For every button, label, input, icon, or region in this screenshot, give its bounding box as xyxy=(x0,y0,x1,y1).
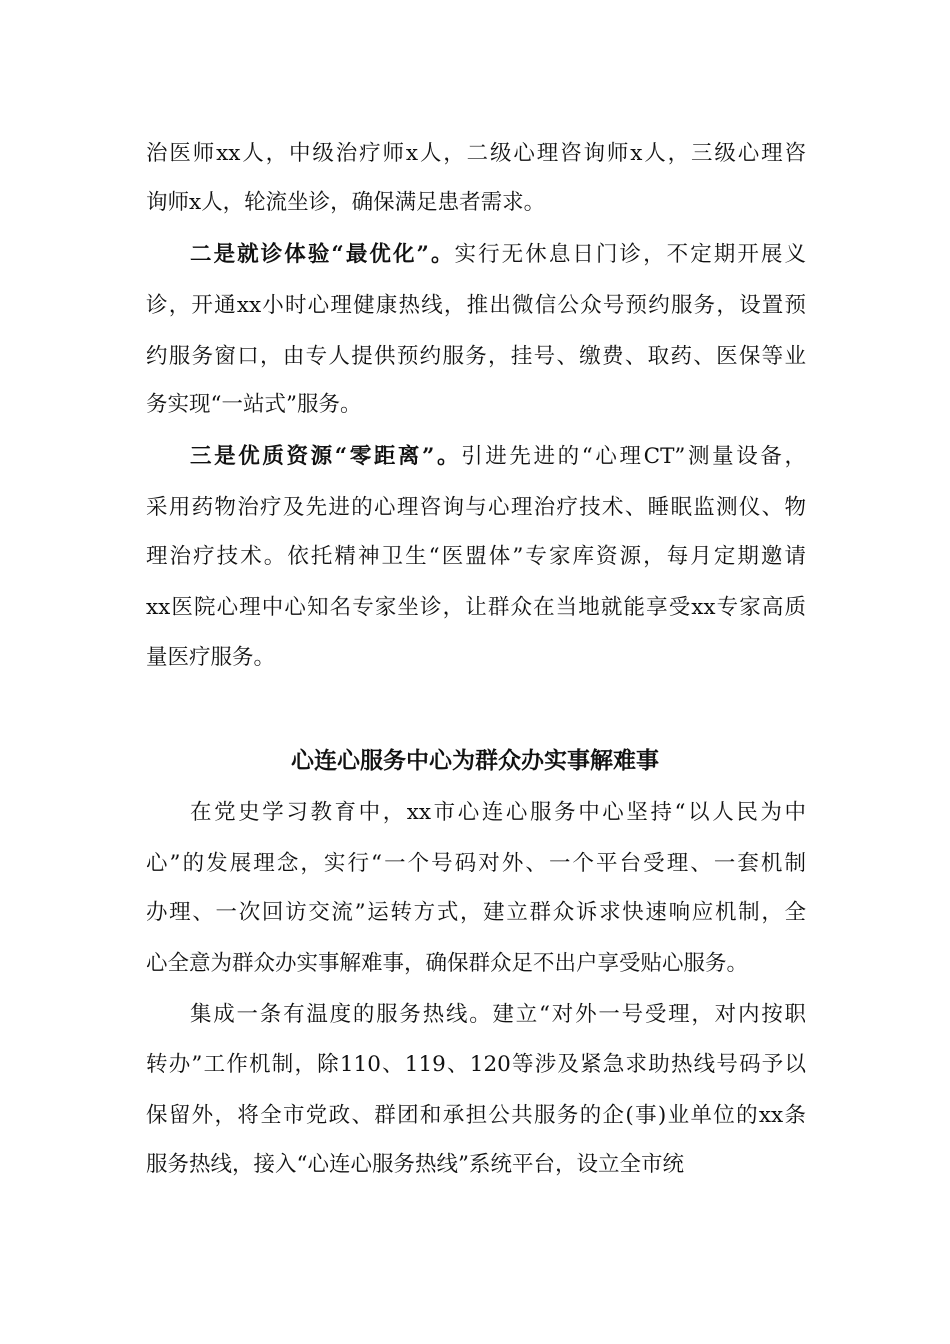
para3-line-2: 采用药物治疗及先进的心理咨询与心理治疗技术、睡眠监测仪、物 xyxy=(146,495,806,520)
para3-line-4: xx医院心理中心知名专家坐诊，让群众在当地就能享受xx专家高质 xyxy=(146,595,806,620)
para3-line-5: 量医疗服务。 xyxy=(146,645,276,670)
para2-line-2: 诊，开通xx小时心理健康热线，推出微信公众号预约服务，设置预 xyxy=(146,293,806,318)
para2-line-3: 约服务窗口，由专人提供预约服务，挂号、缴费、取药、医保等业 xyxy=(146,344,806,369)
para4-line-2: 心”的发展理念，实行“一个号码对外、一个平台受理、一套机制 xyxy=(146,851,806,876)
para2-line-1 xyxy=(190,240,806,270)
para3-heading: 三是优质资源“零距离”。 xyxy=(190,444,462,469)
para2-line-1-rest: 实行无休息日门诊，不定期开展义 xyxy=(454,242,806,267)
para3-line-1-rest: 引进先进的“心理CT”测量设备， xyxy=(461,444,806,469)
article-title: 心连心服务中心为群众办实事解难事 xyxy=(291,747,659,774)
para2-heading: 二是就诊体验“最优化”。 xyxy=(190,242,455,267)
para4-line-3: 办理、一次回访交流”运转方式，建立群众诉求快速响应机制，全 xyxy=(146,900,806,925)
para5-line-2: 转办”工作机制，除110、119、120等涉及紧急求助热线号码予以 xyxy=(146,1052,806,1077)
para5-line-1: 集成一条有温度的服务热线。建立“对外一号受理，对内按职 xyxy=(190,1002,806,1027)
para1-line-2: 询师x人，轮流坐诊，确保满足患者需求。 xyxy=(146,190,546,215)
para5-line-4: 服务热线，接入“心连心服务热线”系统平台，设立全市统 xyxy=(146,1152,684,1177)
para2-line-4: 务实现“一站式”服务。 xyxy=(146,392,362,417)
para3-line-3: 理治疗技术。依托精神卫生“医盟体”专家库资源，每月定期邀请 xyxy=(146,544,806,569)
para4-line-1: 在党史学习教育中，xx市心连心服务中心坚持“以人民为中 xyxy=(190,800,806,825)
para3-line-1 xyxy=(190,442,806,472)
para1-line-1: 治医师xx人，中级治疗师x人，二级心理咨询师x人，三级心理咨 xyxy=(146,141,806,166)
para4-line-4: 心全意为群众办实事解难事，确保群众足不出户享受贴心服务。 xyxy=(146,951,749,976)
para5-line-3: 保留外，将全市党政、群团和承担公共服务的企(事)业单位的xx条 xyxy=(146,1103,806,1128)
